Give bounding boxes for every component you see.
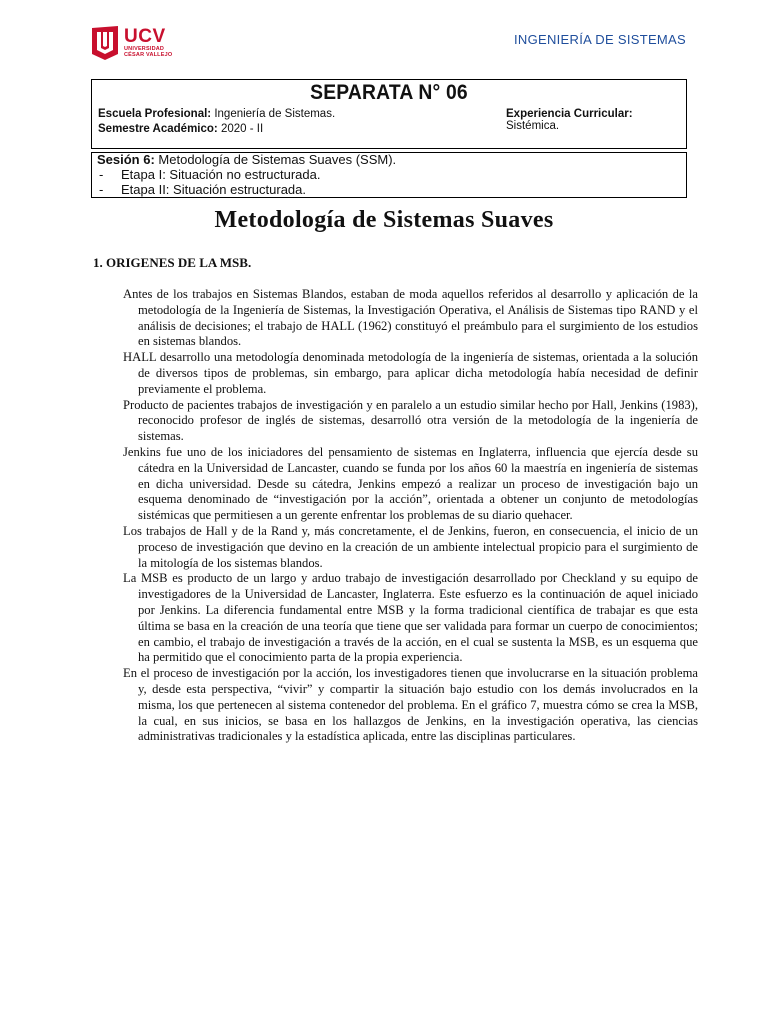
- session-box: [91, 152, 687, 198]
- ucv-logo: [92, 26, 172, 60]
- experiencia-value: Sistémica.: [506, 120, 560, 132]
- stage-text: Etapa II: Situación estructurada.: [121, 182, 306, 197]
- logo-subtitle-1: UNIVERSIDAD: [124, 46, 165, 52]
- paragraph: Jenkins fue uno de los iniciadores del pensamiento de sistemas en Inglaterra, influencia que ejercía desde su cátedra en la Universidad de Lancaster, cuando se funda por los años 60 la maestría en ingeniería de sistemas en dicha universidad. Desde su cátedra, Jenkins empezó a realizar un proceso de investigación bajo un esquema denominado de “investigación por la acción”, orientada a obtener un conjunto de metodologías sistémicas que permitiesen a un gerente enfrentar los problemas de su diario quehacer.: [123, 444, 698, 523]
- paragraph: HALL desarrollo una metodología denominada metodología de la ingeniería de sistemas, orientada a la solución de diversos tipos de problemas, sin embargo, para aplicar dicha metodología había necesidad de definir previamente el problema.: [123, 350, 698, 396]
- logo-subtitle-2: CÉSAR VALLEJO: [124, 52, 173, 58]
- document-body: [123, 287, 698, 745]
- escuela-row: [98, 108, 335, 120]
- stage-bullet: -: [99, 167, 104, 182]
- session-title: Metodología de Sistemas Suaves (SSM).: [158, 152, 397, 167]
- paragraph: Los trabajos de Hall y de la Rand y, más concretamente, el de Jenkins, fueron, en consecuencia, el inicio de un proceso de investigación que devino en la creación de un ambiente intelectual propicio para el surgimiento de la mitología de los sistemas blandos.: [123, 523, 698, 570]
- stage-item: [97, 167, 686, 182]
- section-heading: 1. ORIGENES DE LA MSB.: [93, 255, 252, 270]
- semestre-label: Semestre Académico:: [98, 123, 218, 135]
- experiencia-label: Experiencia Curricular:: [506, 108, 633, 120]
- paragraph: La MSB es producto de un largo y arduo trabajo de investigación desarrollado por Checkland y su equipo de investigadores de la Universidad de Lancaster, Inglaterra. Este esfuerzo es la continuación de aquel iniciado por Jenkins. La diferencia fundamental entre MSB y la forma tradicional científica de trabajar es que esta última se basa en la creación de una teoría que tiene que ser validada para formar un cuerpo de conocimientos; en cambio, el trabajo de investigación a través de la acción, en el cual se sustenta la MSB, es un esquema que ha permitido que el conocimiento parta de la propia experiencia.: [123, 571, 698, 665]
- separata-title: SEPARATA N° 06: [310, 81, 468, 104]
- semestre-row: [98, 123, 263, 135]
- stage-bullet: -: [99, 182, 104, 197]
- stage-item: [97, 182, 686, 197]
- escuela-value: Ingeniería de Sistemas.: [214, 108, 336, 120]
- paragraph: Producto de pacientes trabajos de investigación y en paralelo a un estudio similar hecho por Hall, Jenkins (1983), reconocido profesor de inglés de sistemas, desarrolló otra versión de la metodología de la ingeniería de sistemas.: [123, 397, 698, 444]
- session-line: [97, 152, 686, 167]
- stage-text: Etapa I: Situación no estructurada.: [121, 167, 321, 182]
- logo-name: UCV: [124, 26, 166, 47]
- page-header: [92, 26, 686, 66]
- department-name: INGENIERÍA DE SISTEMAS: [513, 32, 686, 47]
- escuela-label: Escuela Profesional:: [98, 108, 212, 120]
- paragraph: En el proceso de investigación por la acción, los investigadores tienen que involucrarse en la situación problema y, desde esta perspectiva, “vivir” y compartir la situación bajo estudio con los demás involucrados en la misma, los que pertenecen al sistema contenedor del problema. En el gráfico 7, muestra cómo se crea la MSB, la cual, en sus inicios, se basa en los hallazgos de Jenkins, en la investigación operativa, las ciencias administrativas tradicionales y la estadística aplicada, entre las disciplinas particulares.: [123, 666, 698, 744]
- session-label: Sesión 6:: [97, 152, 155, 167]
- info-box: [91, 79, 687, 149]
- ucv-shield-icon: [92, 26, 118, 60]
- semestre-value: 2020 - II: [220, 123, 264, 135]
- paragraph: Antes de los trabajos en Sistemas Blandos, estaban de moda aquellos referidos al desarrollo y aplicación de la metodología de la Ingeniería de Sistemas, la Investigación Operativa, el Análisis de Sistemas tipo RAND y el análisis de decisiones; el trabajo de HALL (1962) constituyó el preámbulo para el surgimiento de los estudios en sistemas blandos.: [123, 287, 698, 349]
- experiencia-row: [506, 108, 686, 132]
- document-title: Metodología de Sistemas Suaves: [214, 207, 554, 233]
